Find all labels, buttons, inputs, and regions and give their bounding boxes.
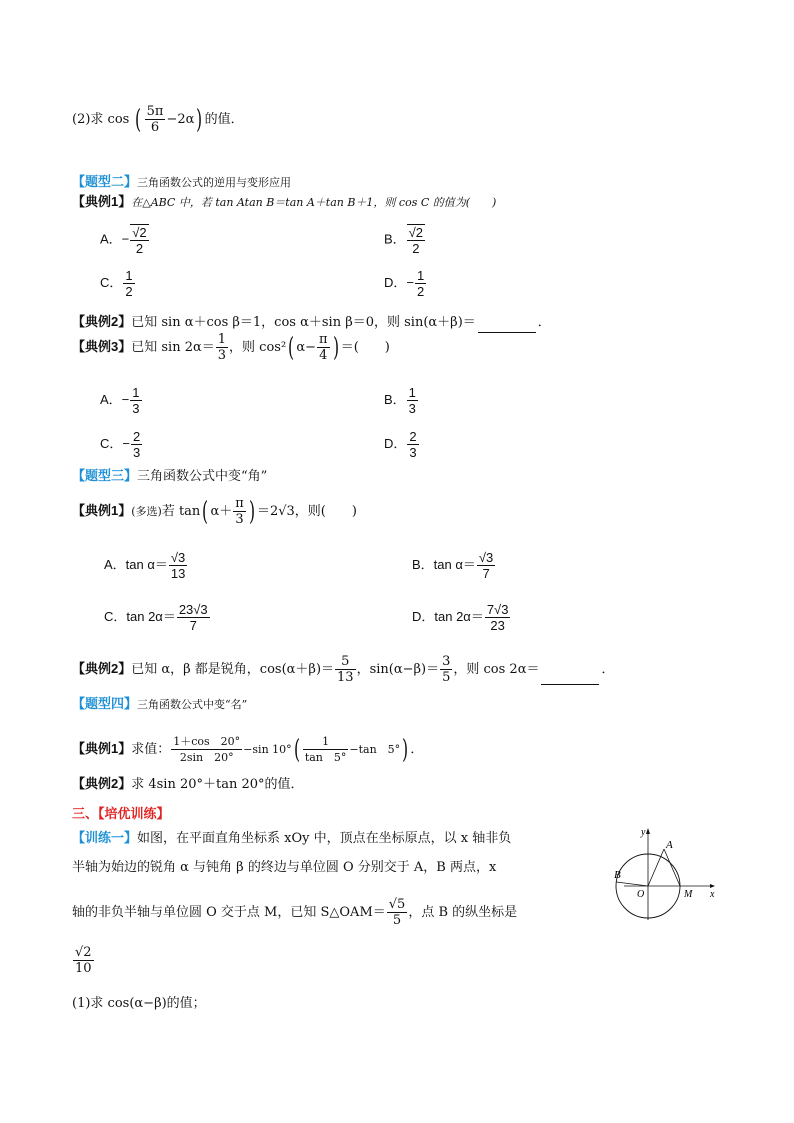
- label-m: M: [684, 889, 693, 900]
- type2-title: 三角函数公式的逆用与变形应用: [137, 176, 292, 189]
- type3-ex1-opt-c: C．tan 2α＝ $\frac{23√3}{7}$: [104, 602, 208, 633]
- type3-ex1-opt-b: B．tan α＝ $\frac{√3}{7}$: [412, 550, 494, 581]
- type3-ex2: 【典例2】已知 α，β 都是锐角，cos(α＋β)＝ $\frac{5}{13}$ ，sin(α−β)＝ $\frac{3}{5}$ ，则 cos 2α＝ ．: [72, 654, 615, 685]
- type3-heading: 【题型三】三角函数公式中变“角”: [72, 468, 268, 484]
- top-fraction: $\frac{5\pi}{6}$: [146, 104, 164, 135]
- top-prefix: (2)求 cos: [72, 112, 130, 127]
- type4-ex1: 【典例1】求值： $\frac{1+\cos 20^\circ}{2\sin 20^\circ}$ −sin 10°( $\frac{1}{\tan 5^\circ}$ −tan 5°) ．: [72, 734, 424, 765]
- section3-line3: 轴的非负半轴与单位圆 O 交于点 M，已知 S△OAM＝ $\frac{√5}{5}$ ，点 B 的纵坐标是: [72, 897, 518, 928]
- unit-circle-figure: [616, 826, 716, 922]
- type3-ex1-opt-a: A．tan α＝ $\frac{√3}{13}$: [104, 550, 186, 581]
- answer-blank[interactable]: [541, 670, 599, 685]
- type2-ex2: 【典例2】已知 sin α＋cos β＝1，cos α＋sin β＝0，则 sin(α＋β)＝ ．: [72, 312, 551, 333]
- type2-ex3-opt-d: D． $\frac{2}{3}$: [384, 429, 417, 460]
- label-a: A: [666, 839, 673, 851]
- type2-ex3: 【典例3】已知 sin 2α＝ $\frac{1}{3}$ ，则 cos²( α− $\frac{\pi}{4}$ ) ＝( ): [72, 332, 390, 363]
- type2-ex1-opt-a: A．− $\frac{√2}{2}$: [100, 225, 147, 256]
- section3-line4: $\frac{√2}{10}$: [75, 945, 92, 976]
- type3-ex1-opt-d: D．tan 2α＝ $\frac{7√3}{23}$: [412, 602, 509, 633]
- type4-ex2: 【典例2】求 4sin 20°＋tan 20°的值．: [72, 776, 304, 792]
- type3-ex1: 【典例1】(多选)若 tan( α＋ $\frac{\pi}{3}$ ) ＝2√3，则( ): [72, 496, 357, 527]
- answer-blank[interactable]: [478, 318, 536, 333]
- type2-ex3-opt-b: B． $\frac{1}{3}$: [384, 385, 416, 416]
- section3-line2: 半轴为始边的锐角 α 与钝角 β 的终边与单位圆 O 分别交于 A，B 两点，x: [72, 860, 497, 875]
- type2-heading: [72, 172, 291, 193]
- label-o: O: [637, 889, 645, 900]
- ray-oa: [648, 849, 664, 886]
- type2-tag: 【题型二】: [72, 174, 138, 189]
- right-paren: ): [196, 104, 203, 135]
- section3-title: 三、【培优训练】: [72, 806, 170, 821]
- type2-ex1: 【典例1】在△ABC 中，若 tan Atan B＝tan A＋tan B＋1，则 cos C 的值为( ): [72, 194, 497, 209]
- label-x: x: [710, 889, 715, 900]
- label-y: y: [641, 827, 646, 838]
- ray-ob: [617, 882, 649, 886]
- type2-ex1-opt-c: C． $\frac{1}{2}$: [100, 268, 133, 299]
- segment-am: [664, 849, 680, 886]
- section3-line1: 【训练一】如图，在平面直角坐标系 xOy 中，顶点在坐标原点，以 x 轴非负: [72, 830, 512, 846]
- type2-ex1-opt-d: D．− $\frac{1}{2}$: [384, 268, 425, 299]
- x-arrow: [710, 884, 715, 888]
- top-question: (2)求 cos ( $\frac{5\pi}{6}$ −2α) 的值．: [72, 104, 244, 135]
- label-b: B: [614, 869, 621, 881]
- type2-ex1-opt-b: B． $\frac{√2}{2}$: [384, 225, 424, 256]
- y-arrow: [646, 828, 650, 834]
- left-paren: (: [135, 104, 142, 135]
- type2-ex3-opt-a: A．− $\frac{1}{3}$: [100, 385, 140, 416]
- type4-heading: 【题型四】三角函数公式中变“名”: [72, 696, 248, 711]
- section3-q1: (1)求 cos(α−β)的值；: [72, 996, 206, 1011]
- type2-ex3-opt-c: C．− $\frac{2}{3}$: [100, 429, 141, 460]
